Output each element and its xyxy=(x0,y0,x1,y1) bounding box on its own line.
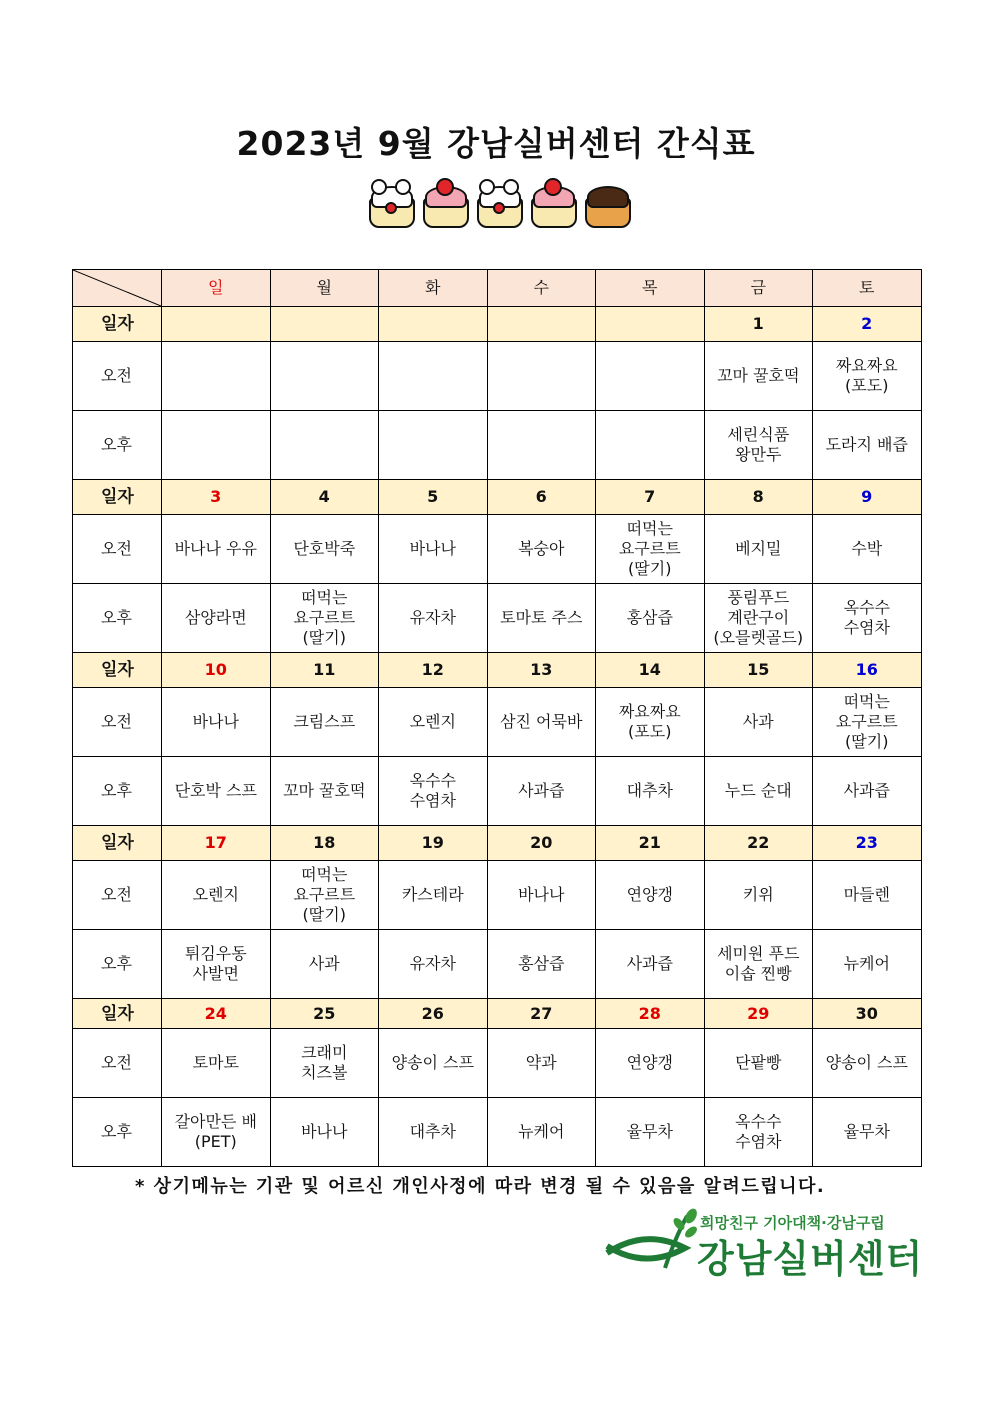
menu-cell: 토마토 주스 xyxy=(487,584,596,653)
meal-row-am xyxy=(73,688,922,757)
date-row xyxy=(73,653,922,688)
menu-cell: 카스테라 xyxy=(379,861,488,930)
logo-subtitle: 희망친구 기아대책·강남구립 xyxy=(700,1214,885,1232)
logo-name: 강남실버센터 xyxy=(697,1237,924,1281)
menu-cell: 약과 xyxy=(487,1029,596,1098)
menu-cell: 율무차 xyxy=(596,1098,705,1167)
menu-cell: 풍림푸드 계란구이 (오믈렛골드) xyxy=(704,584,813,653)
date-cell: 23 xyxy=(813,826,922,861)
date-cell: 26 xyxy=(379,999,488,1029)
menu-cell: 바나나 우유 xyxy=(162,515,271,584)
meal-label: 오후 xyxy=(73,411,162,480)
menu-cell: 마들렌 xyxy=(813,861,922,930)
meal-row-am xyxy=(73,1029,922,1098)
meal-row-pm xyxy=(73,411,922,480)
date-cell: 2 xyxy=(813,307,922,342)
menu-cell: 짜요짜요 (포도) xyxy=(596,688,705,757)
meal-row-pm xyxy=(73,584,922,653)
menu-cell: 갈아만든 배 (PET) xyxy=(162,1098,271,1167)
menu-cell: 뉴케어 xyxy=(813,930,922,999)
date-label: 일자 xyxy=(73,999,162,1029)
meal-row-pm xyxy=(73,757,922,826)
date-cell: 12 xyxy=(379,653,488,688)
cake-decoration xyxy=(365,178,631,230)
date-cell: 13 xyxy=(487,653,596,688)
cream-cake-icon xyxy=(473,178,523,228)
date-cell: 24 xyxy=(162,999,271,1029)
meal-label: 오전 xyxy=(73,688,162,757)
weekday-header: 월 xyxy=(270,270,379,307)
date-cell: 27 xyxy=(487,999,596,1029)
menu-cell: 양송이 스프 xyxy=(813,1029,922,1098)
date-cell: 14 xyxy=(596,653,705,688)
strawberry-cake-icon xyxy=(419,178,469,228)
menu-cell: 세린식품 왕만두 xyxy=(704,411,813,480)
menu-cell: 단호박 스프 xyxy=(162,757,271,826)
menu-cell: 수박 xyxy=(813,515,922,584)
date-row xyxy=(73,307,922,342)
date-cell: 3 xyxy=(162,480,271,515)
menu-cell: 대추차 xyxy=(379,1098,488,1167)
notice-text: * 상기메뉴는 기관 및 어르신 개인사정에 따라 변경 될 수 있음을 알려드립니다. xyxy=(135,1176,826,1197)
menu-cell: 떠먹는 요구르트 (딸기) xyxy=(270,861,379,930)
menu-cell: 옥수수 수염차 xyxy=(704,1098,813,1167)
date-cell: 21 xyxy=(596,826,705,861)
menu-cell: 율무차 xyxy=(813,1098,922,1167)
meal-row-am xyxy=(73,861,922,930)
meal-label: 오전 xyxy=(73,515,162,584)
date-cell: 10 xyxy=(162,653,271,688)
center-logo xyxy=(605,1208,924,1281)
meal-row-pm xyxy=(73,1098,922,1167)
menu-cell: 꼬마 꿀호떡 xyxy=(704,342,813,411)
weekday-header: 목 xyxy=(596,270,705,307)
menu-cell: 키위 xyxy=(704,861,813,930)
menu-cell: 사과 xyxy=(704,688,813,757)
menu-cell: 세미원 푸드 이솝 찐빵 xyxy=(704,930,813,999)
meal-row-pm xyxy=(73,930,922,999)
weekday-header: 일 xyxy=(162,270,271,307)
date-row xyxy=(73,826,922,861)
menu-cell: 크래미 치즈볼 xyxy=(270,1029,379,1098)
date-label: 일자 xyxy=(73,653,162,688)
date-label: 일자 xyxy=(73,826,162,861)
chocolate-cake-icon xyxy=(581,178,631,228)
date-cell xyxy=(596,307,705,342)
meal-row-am xyxy=(73,342,922,411)
date-label: 일자 xyxy=(73,307,162,342)
menu-cell xyxy=(596,411,705,480)
menu-cell: 사과즙 xyxy=(487,757,596,826)
date-cell: 9 xyxy=(813,480,922,515)
menu-cell: 바나나 xyxy=(379,515,488,584)
date-cell: 28 xyxy=(596,999,705,1029)
menu-cell: 베지밀 xyxy=(704,515,813,584)
weekday-header: 토 xyxy=(813,270,922,307)
weekday-header: 수 xyxy=(487,270,596,307)
menu-cell xyxy=(596,342,705,411)
weekday-header-row xyxy=(73,270,922,307)
menu-cell: 대추차 xyxy=(596,757,705,826)
page-title: 2023년 9월 강남실버센터 간식표 xyxy=(236,124,756,163)
date-cell: 20 xyxy=(487,826,596,861)
menu-cell xyxy=(270,411,379,480)
meal-label: 오전 xyxy=(73,861,162,930)
meal-label: 오후 xyxy=(73,757,162,826)
meal-row-am xyxy=(73,515,922,584)
date-cell: 7 xyxy=(596,480,705,515)
weekday-header: 화 xyxy=(379,270,488,307)
menu-cell: 단팥빵 xyxy=(704,1029,813,1098)
date-row xyxy=(73,480,922,515)
date-cell: 4 xyxy=(270,480,379,515)
menu-cell: 옥수수 수염차 xyxy=(379,757,488,826)
strawberry-cake-icon xyxy=(527,178,577,228)
menu-cell: 뉴케어 xyxy=(487,1098,596,1167)
menu-cell: 단호박죽 xyxy=(270,515,379,584)
menu-cell xyxy=(379,411,488,480)
menu-cell: 홍삼즙 xyxy=(596,584,705,653)
menu-cell: 사과 xyxy=(270,930,379,999)
menu-cell xyxy=(270,342,379,411)
meal-label: 오후 xyxy=(73,1098,162,1167)
weekday-header: 금 xyxy=(704,270,813,307)
date-cell: 17 xyxy=(162,826,271,861)
date-cell: 8 xyxy=(704,480,813,515)
date-cell: 1 xyxy=(704,307,813,342)
meal-label: 오후 xyxy=(73,584,162,653)
snack-menu-table xyxy=(72,269,922,1167)
date-cell xyxy=(270,307,379,342)
menu-cell: 연양갱 xyxy=(596,861,705,930)
menu-cell: 바나나 xyxy=(162,688,271,757)
menu-cell: 유자차 xyxy=(379,584,488,653)
menu-cell: 옥수수 수염차 xyxy=(813,584,922,653)
menu-cell: 크림스프 xyxy=(270,688,379,757)
menu-cell: 짜요짜요 (포도) xyxy=(813,342,922,411)
menu-cell: 꼬마 꿀호떡 xyxy=(270,757,379,826)
date-cell: 5 xyxy=(379,480,488,515)
date-cell: 18 xyxy=(270,826,379,861)
menu-cell: 삼양라면 xyxy=(162,584,271,653)
menu-cell: 홍삼즙 xyxy=(487,930,596,999)
menu-cell: 복숭아 xyxy=(487,515,596,584)
fish-leaf-logo-icon xyxy=(605,1208,705,1278)
menu-cell: 떠먹는 요구르트 (딸기) xyxy=(813,688,922,757)
date-label: 일자 xyxy=(73,480,162,515)
menu-cell xyxy=(487,411,596,480)
menu-cell xyxy=(162,411,271,480)
menu-cell xyxy=(162,342,271,411)
menu-cell: 양송이 스프 xyxy=(379,1029,488,1098)
menu-cell: 사과즙 xyxy=(813,757,922,826)
menu-cell: 토마토 xyxy=(162,1029,271,1098)
menu-cell: 떠먹는 요구르트 (딸기) xyxy=(270,584,379,653)
menu-cell: 누드 순대 xyxy=(704,757,813,826)
date-cell: 11 xyxy=(270,653,379,688)
menu-cell: 사과즙 xyxy=(596,930,705,999)
meal-label: 오후 xyxy=(73,930,162,999)
meal-label: 오전 xyxy=(73,342,162,411)
menu-cell: 바나나 xyxy=(270,1098,379,1167)
date-cell: 19 xyxy=(379,826,488,861)
date-cell: 15 xyxy=(704,653,813,688)
corner-cell xyxy=(73,270,162,307)
cream-cake-icon xyxy=(365,178,415,228)
date-cell: 29 xyxy=(704,999,813,1029)
menu-cell xyxy=(379,342,488,411)
menu-cell: 도라지 배즙 xyxy=(813,411,922,480)
date-cell xyxy=(379,307,488,342)
menu-cell: 튀김우동 사발면 xyxy=(162,930,271,999)
menu-cell: 오렌지 xyxy=(162,861,271,930)
menu-cell: 유자차 xyxy=(379,930,488,999)
date-cell: 25 xyxy=(270,999,379,1029)
date-cell: 30 xyxy=(813,999,922,1029)
menu-cell: 연양갱 xyxy=(596,1029,705,1098)
menu-cell: 떠먹는 요구르트 (딸기) xyxy=(596,515,705,584)
date-cell: 16 xyxy=(813,653,922,688)
meal-label: 오전 xyxy=(73,1029,162,1098)
date-cell xyxy=(487,307,596,342)
menu-cell: 오렌지 xyxy=(379,688,488,757)
menu-cell: 삼진 어묵바 xyxy=(487,688,596,757)
menu-cell: 바나나 xyxy=(487,861,596,930)
date-cell: 6 xyxy=(487,480,596,515)
date-cell: 22 xyxy=(704,826,813,861)
menu-cell xyxy=(487,342,596,411)
date-cell xyxy=(162,307,271,342)
date-row xyxy=(73,999,922,1029)
